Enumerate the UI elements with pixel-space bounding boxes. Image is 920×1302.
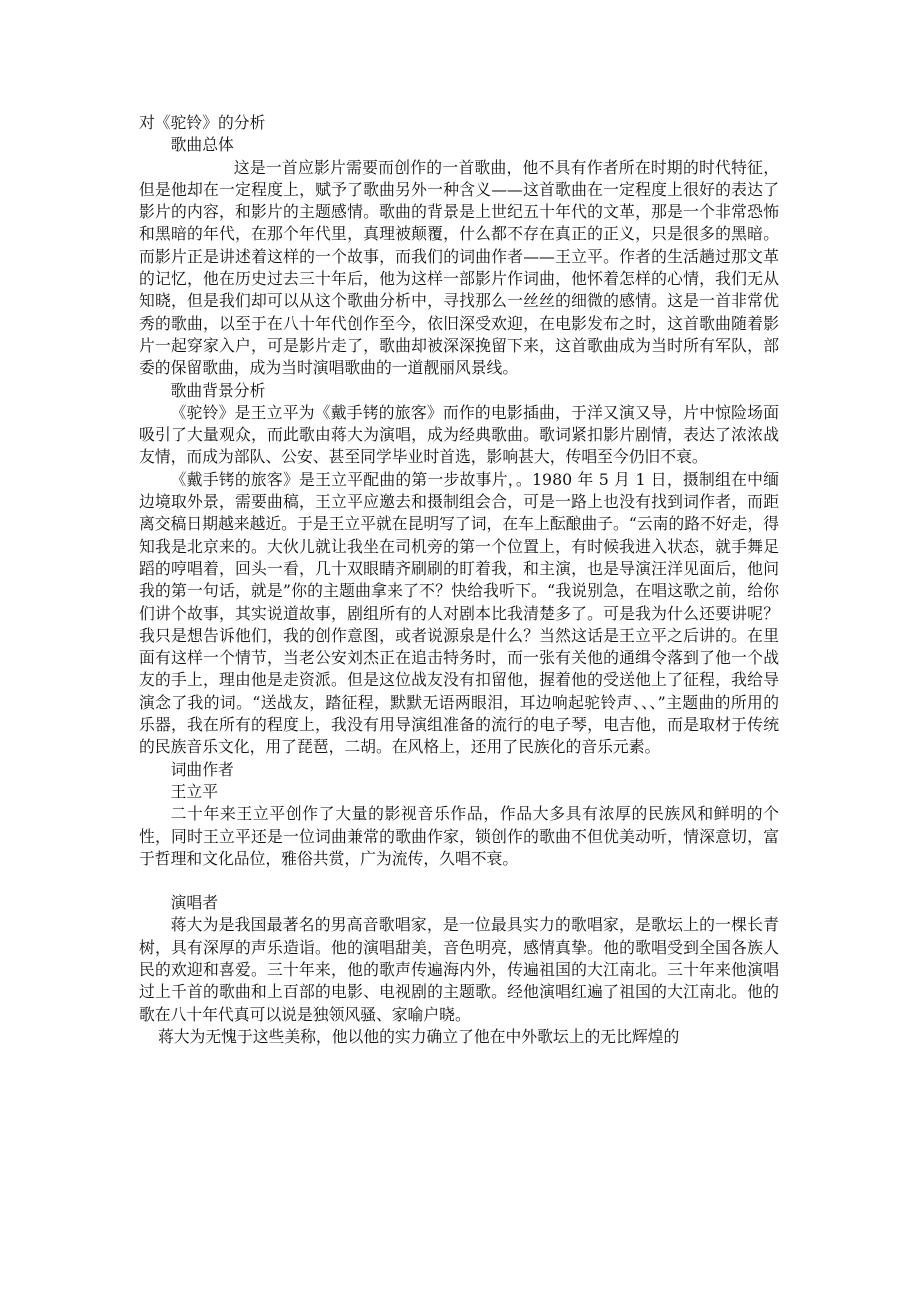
document-page (139, 112, 779, 1048)
section-heading-background: 歌曲背景分析 (170, 380, 266, 400)
paragraph-background-1: 《驼铃》是王立平为《戴手铐的旅客》而作的电影插曲，于洋又演又导，片中惊险场面吸引了大量观众，而此歌由蒋大为演唱，成为经典歌曲。歌词紧扣影片剧情，表达了浓浓战友情，而成为部队、公安、甚至同学毕业时首选，影响甚大，传唱至今仍旧不衰。 (139, 402, 779, 467)
author-name: 王立平 (170, 781, 218, 801)
paragraph-singer-2: 蒋大为无愧于这些美称，他以他的实力确立了他在中外歌坛上的无比辉煌的 (157, 1026, 680, 1046)
blank-line (139, 870, 779, 892)
document-title: 对《驼铃》的分析 (139, 113, 266, 132)
paragraph-singer-1: 蒋大为是我国最著名的男高音歌唱家，是一位最具实力的歌唱家，是歌坛上的一棵长青树，具有深厚的声乐造诣。他的演唱甜美，音色明亮，感情真挚。他的歌唱受到全国各族人民的欢迎和喜爱。三十年来，他的歌声传遍海内外，传遍祖国的大江南北。三十年来他演唱过上千首的歌曲和上百部的电影、电视剧的主题歌。经他演唱红遍了祖国的大江南北。他的歌在八十年代真可以说是独领风骚、家喻户晓。 (139, 915, 779, 1024)
paragraph-background-2: 《戴手铐的旅客》是王立平配曲的第一步故事片，。1980 年 5 月 1 日，摄制组在中缅边境取外景，需要曲稿，王立平应邀去和摄制组会合，可是一路上也没有找到词作者，而距离交稿日期越来越近。于是王立平就在昆明写了词，在车上酝酿曲子。“云南的路不好走，得知我是北京来的。大伙儿就让我坐在司机旁的第一个位置上，有时候我进入状态，就手舞足蹈的哼唱着，回头一看，几十双眼睛齐刷刷的盯着我，和主演，也是导演汪洋见面后，他问我的第一句话，就是”你的主题曲拿来了不？快给我听下。“我说别急，在唱这歌之前，给你们讲个故事，其实说道故事，剧组所有的人对剧本比我清楚多了。可是我为什么还要讲呢？我只是想告诉他们，我的创作意图，或者说源泉是什么？当然这话是王立平之后讲的。在里面有这样一个情节，当老公安刘杰正在追击特务时，而一张有关他的通缉令落到了他一个战友的手上，理由他是走资派。但是这位战友没有扣留他，握着他的受送他上了征程，我给导演念了我的词。“送战友，踏征程，默默无语两眼泪，耳边响起驼铃声、、、”主题曲的所用的乐器，我在所有的程度上，我没有用导演组准备的流行的电子琴，电吉他，而是取材于传统的民族音乐文化，用了琵琶，二胡。在风格上，还用了民族化的音乐元素。 (139, 469, 779, 757)
paragraph-overall: 这是一首应影片需要而创作的一首歌曲，他不具有作者所在时期的时代特征，但是他却在一定程度上，赋予了歌曲另外一种含义——这首歌曲在一定程度上很好的表达了影片的内容，和影片的主题感情。歌曲的背景是上世纪五十年代的文革，那是一个非常恐怖和黑暗的年代，在那个年代里，真理被颠覆，什么都不存在真正的正义，只是很多的黑暗。而影片正是讲述着这样的一个故事，而我们的词曲作者——王立平。作者的生活趟过那文革的记忆，他在历史过去三十年后，他为这样一部影片作词曲，他怀着怎样的心情，我们无从知晓，但是我们却可以从这个歌曲分析中，寻找那么一丝丝的细微的感情。这是一首非常优秀的歌曲，以至于在八十年代创作至今，依旧深受欢迎，在电影发布之时，这首歌曲随着影片一起穿家入户，可是影片走了，歌曲却被深深挽留下来，这首歌曲成为当时所有军队，部委的保留歌曲，成为当时演唱歌曲的一道靓丽风景线。 (139, 157, 779, 378)
section-heading-overall: 歌曲总体 (170, 135, 234, 155)
paragraph-author: 二十年来王立平创作了大量的影视音乐作品，作品大多具有浓厚的民族风和鲜明的个性，同时王立平还是一位词曲兼常的歌曲作家，锁创作的歌曲不但优美动听，情深意切，富于哲理和文化品位，雅俗共赏，广为流传，久唱不衰。 (139, 804, 779, 868)
section-heading-singer: 演唱者 (170, 893, 218, 913)
section-heading-author: 词曲作者 (170, 759, 234, 779)
